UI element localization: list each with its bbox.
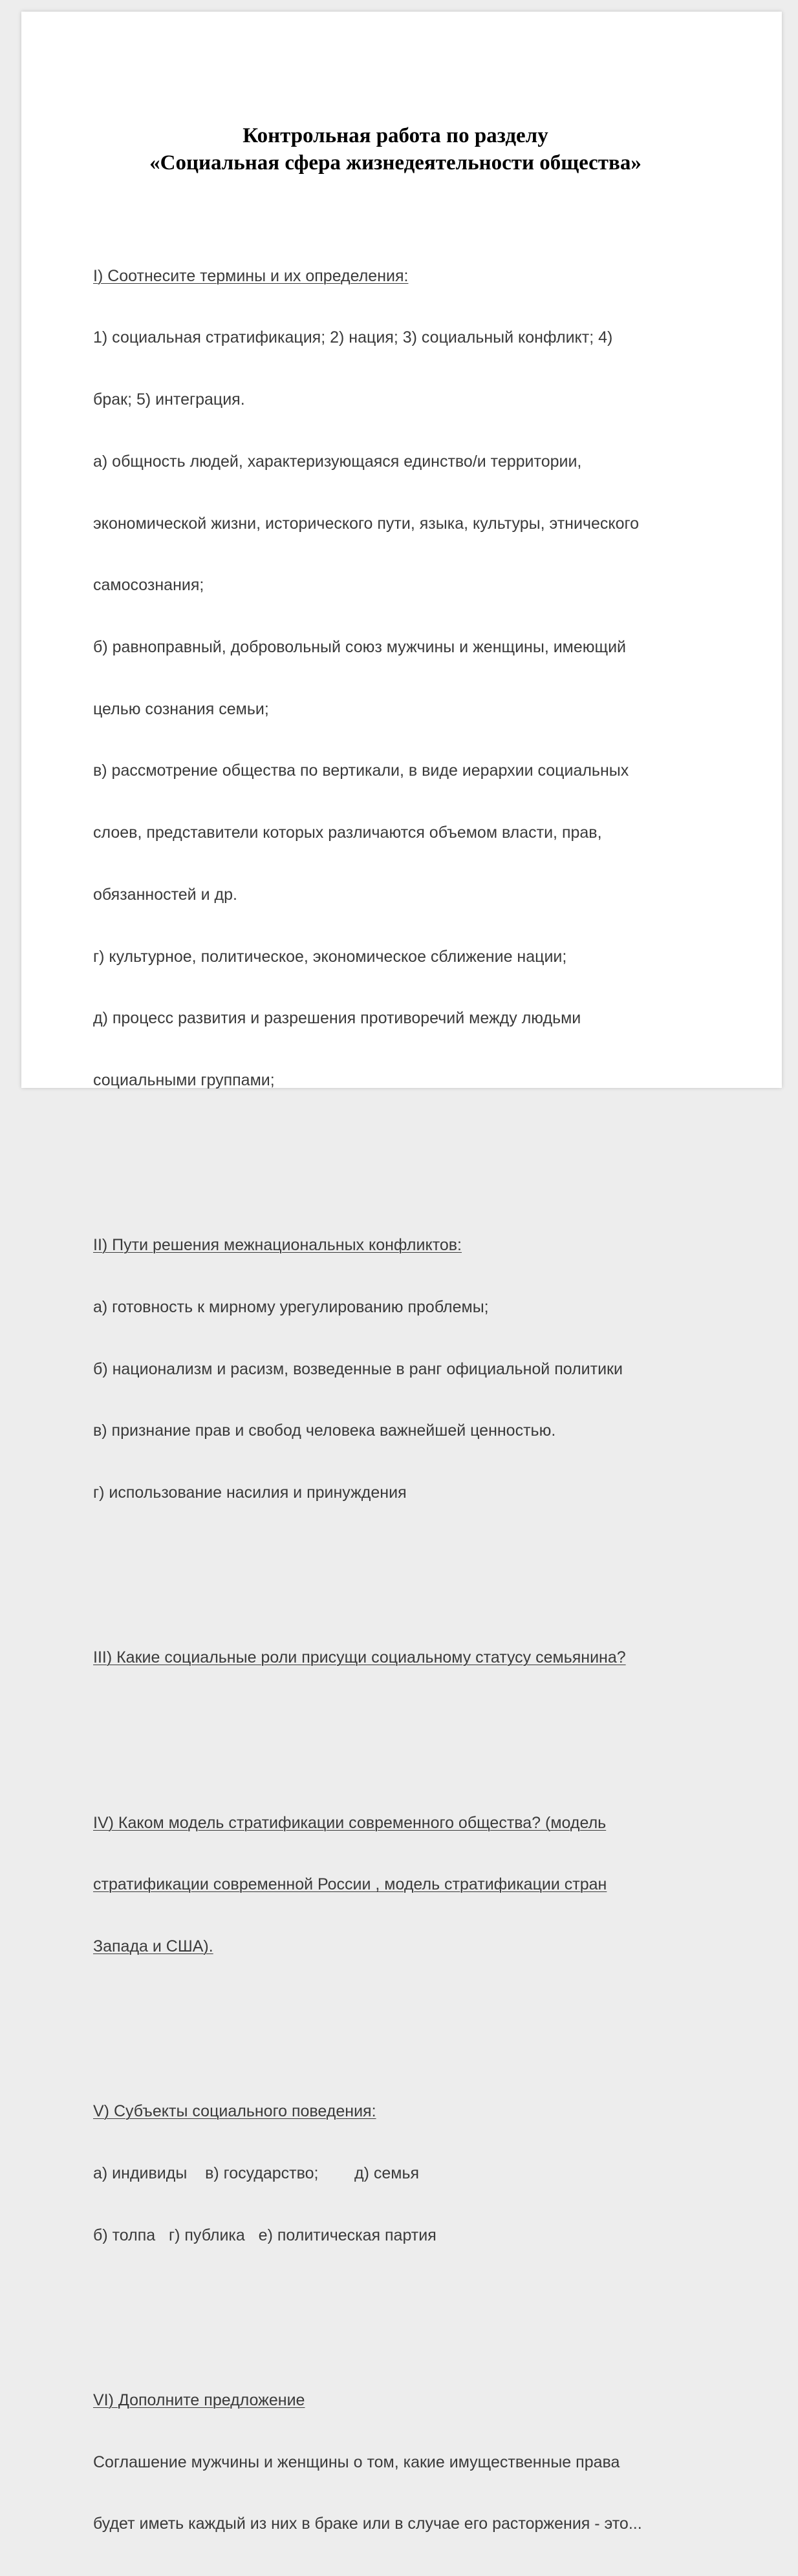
section-4-heading-line: IV) Каком модель стратификации современного общества? (модель: [93, 1813, 607, 1832]
section-1-line: в) рассмотрение общества по вертикали, в виде иерархии социальных: [93, 761, 629, 780]
document-title: [93, 122, 704, 176]
section-4-heading-line: стратификации современной России , модель стратификации стран: [93, 1875, 607, 1894]
section-1-heading: I) Соотнесите термины и их определения:: [93, 266, 409, 285]
section-1-line: экономической жизни, исторического пути, языка, культуры, этнического: [93, 514, 639, 533]
section-6-heading: VI) Дополните предложение: [93, 2390, 305, 2409]
section-1-line: 1) социальная стратификация; 2) нация; 3) социальный конфликт; 4): [93, 328, 613, 347]
section-5-line: а) индивиды в) государство; д) семья: [93, 2164, 420, 2183]
section-1-line: б) равноправный, добровольный союз мужчины и женщины, имеющий: [93, 638, 627, 657]
section-1-line: г) культурное, политическое, экономическое сближение нации;: [93, 947, 567, 966]
section-1-line: д) процесс развития и разрешения противоречий между людьми: [93, 1009, 581, 1028]
section-5-line: б) толпа г) публика е) политическая партия: [93, 2226, 437, 2244]
title-line-2: «Социальная сфера жизнедеятельности общества»: [149, 151, 642, 175]
section-1-line: обязанностей и др.: [93, 885, 237, 904]
section-1-line: целью сознания семьи;: [93, 699, 269, 718]
section-spacer: [93, 1710, 704, 1730]
section-2-line: а) готовность к мирному урегулированию проблемы;: [93, 1298, 489, 1317]
section-spacer: [93, 1545, 704, 1566]
section-1-line: а) общность людей, характеризующаяся единство/и территории,: [93, 452, 582, 471]
section-6-line: Соглашение мужчины и женщины о том, какие имущественные права: [93, 2453, 620, 2471]
section-2-heading: II) Пути решения межнациональных конфликтов:: [93, 1236, 462, 1255]
section-3-heading: III) Какие социальные роли присущи социальному статусу семьянина?: [93, 1648, 626, 1667]
section-1-line: брак; 5) интеграция.: [93, 390, 245, 409]
document-page: [21, 12, 782, 2533]
section-spacer: [93, 1133, 704, 1153]
section-1-line: самосознания;: [93, 576, 204, 595]
section-1-line: социальными группами;: [93, 1071, 275, 1090]
section-2-line: б) национализм и расизм, возведенные в ранг официальной политики: [93, 1359, 623, 1378]
document-body: [93, 204, 704, 2576]
section-spacer: [93, 2287, 704, 2308]
section-1-line: слоев, представители которых различаются объемом власти, прав,: [93, 824, 602, 842]
section-5-heading: V) Субъекты социального поведения:: [93, 2102, 376, 2121]
section-4-heading-line: Запада и США).: [93, 1937, 213, 1956]
section-6-line: будет иметь каждый из них в браке или в случае его расторжения - это...: [93, 2515, 642, 2533]
section-2-line: г) использование насилия и принуждения: [93, 1484, 407, 1502]
title-line-1: Контрольная работа по разделу: [243, 124, 548, 147]
section-spacer: [93, 1999, 704, 2019]
section-2-line: в) признание прав и свобод человека важнейшей ценностью.: [93, 1421, 556, 1440]
